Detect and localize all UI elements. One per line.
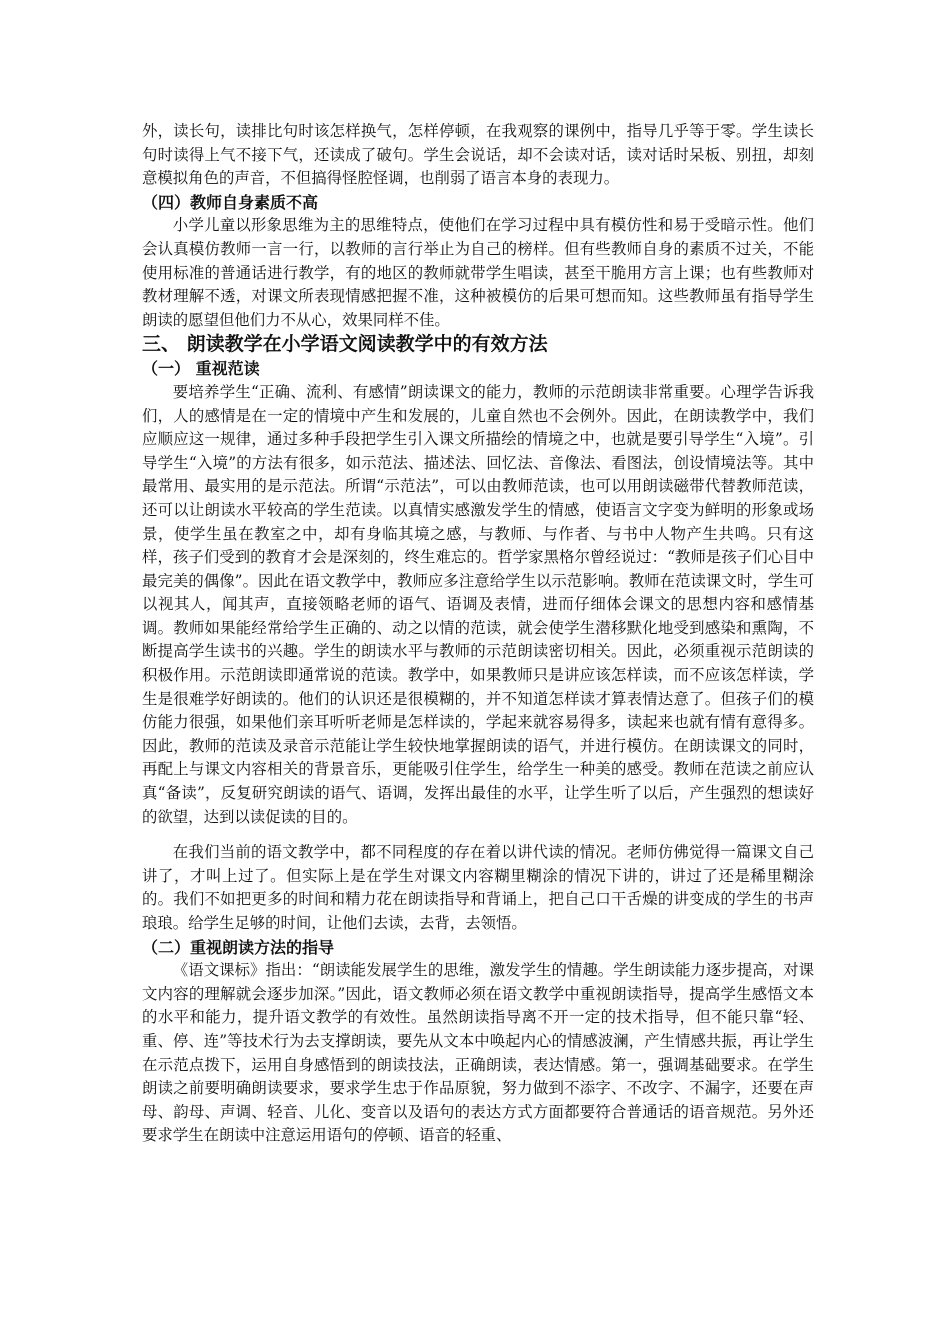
- paragraph-continued: 外，读长句，读排比句时该怎样换气，怎样停顿，在我观察的课例中，指导几乎等于零。学生读长句时读得上气不接下气，还读成了破句。学生会说话，却不会读对话，读对话时呆板、别扭，却刻意模拟角色的声音，不但搞得怪腔怪调，也削弱了语言本身的表现力。: [142, 122, 814, 188]
- heading-section-3-1: （一） 重视范读: [142, 359, 260, 379]
- heading-chapter-3: 三、 朗读教学在小学语文阅读教学中的有效方法: [142, 333, 548, 356]
- document-page: [142, 120, 814, 1148]
- heading-section-4: （四）教师自身素质不高: [142, 192, 319, 212]
- paragraph-section-3-2: 《语文课标》指出：“朗读能发展学生的思维，激发学生的情趣。学生朗读能力逐步提高，对课文内容的理解就会逐步加深。”因此，语文教师必须在语文教学中重视朗读指导，提高学生感悟文本的水平和能力，提升语文教学的有效性。虽然朗读指导离不开一定的技术指导，但不能只靠“轻、重、停、连”等技术行为去支撑朗读，要先从文本中唤起内心的情感波澜，产生情感共振，再让学生在示范点拨下，运用自身感悟到的朗读技法，正确朗读，表达情感。第一，强调基础要求。在学生朗读之前要明确朗读要求，要求学生忠于作品原貌，努力做到不添字、不改字、不漏字，还要在声母、韵母、声调、轻音、儿化、变音以及语句的表达方式方面都要符合普通话的语音规范。另外还要求学生在朗读中注意运用语句的停顿、语音的轻重、: [142, 961, 814, 1145]
- paragraph-section-3-1-b: 在我们当前的语文教学中，都不同程度的存在着以讲代读的情况。老师仿佛觉得一篇课文自己讲了，才叫上过了。但实际上是在学生对课文内容糊里糊涂的情况下讲的，讲过了还是稀里糊涂的。我们不如把更多的时间和精力花在朗读指导和背诵上，把自己口干舌燥的讲变成的学生的书声琅琅。给学生足够的时间，让他们去读，去背，去领悟。: [142, 843, 814, 932]
- paragraph-section-3-1-a: 要培养学生“正确、流利、有感情”朗读课文的能力，教师的示范朗读非常重要。心理学告诉我们，人的感情是在一定的情境中产生和发展的，儿童自然也不会例外。因此，在朗读教学中，我们应顺应这一规律，通过多种手段把学生引入课文所描绘的情境之中，也就是要引导学生“入境”。引导学生“入境”的方法有很多，如示范法、描述法、回忆法、音像法、看图法，创设情境法等。其中最常用、最实用的是示范法。所谓“示范法”，可以由教师范读，也可以用朗读磁带代替教师范读，还可以让朗读水平较高的学生范读。以真情实感激发学生的情感，使语言文字变为鲜明的形象或场景，使学生虽在教室之中，却有身临其境之感，与教师、与作者、与书中人物产生共鸣。只有这样，孩子们受到的教育才会是深刻的，终生难忘的。哲学家黑格尔曾经说过：“教师是孩子们心目中最完美的偶像”。因此在语文教学中，教师应多注意给学生以示范影响。教师在范读课文时，学生可以视其人，闻其声，直接领略老师的语气、语调及表情，进而仔细体会课文的思想内容和感情基调。教师如果能经常给学生正确的、动之以情的范读，就会使学生潜移默化地受到感染和熏陶，不断提高学生读书的兴趣。学生的朗读水平与教师的示范朗读密切相关。因此，必须重视示范朗读的积极作用。示范朗读即通常说的范读。教学中，如果教师只是讲应该怎样读，而不应该怎样读，学生是很难学好朗读的。他们的认识还是很模糊的，并不知道怎样读才算表情达意了。但孩子们的模仿能力很强，如果他们亲耳听听老师是怎样读的，学起来就容易得多，读起来也就有情有意得多。因此，教师的范读及录音示范能让学生较快地掌握朗读的语气，并进行模仿。在朗读课文的同时，再配上与课文内容相关的背景音乐，更能吸引住学生，给学生一种美的感受。教师在范读之前应认真“备读”，反复研究朗读的语气、语调，发挥出最佳的水平，让学生听了以后，产生强烈的想读好的欲望，达到以读促读的目的。: [142, 382, 814, 826]
- paragraph-section-4: 小学儿童以形象思维为主的思维特点，使他们在学习过程中具有模仿性和易于受暗示性。他们会认真模仿教师一言一行，以教师的言行举止为自己的榜样。但有些教师自身的素质不过关，不能使用标准的普通话进行教学，有的地区的教师就带学生唱读，甚至干脆用方言上课；也有些教师对教材理解不透，对课文所表现情感把握不准，这种被模仿的后果可想而知。这些教师虽有指导学生朗读的愿望但他们力不从心，效果同样不佳。: [142, 216, 814, 329]
- heading-section-3-2: （二）重视朗读方法的指导: [142, 937, 335, 957]
